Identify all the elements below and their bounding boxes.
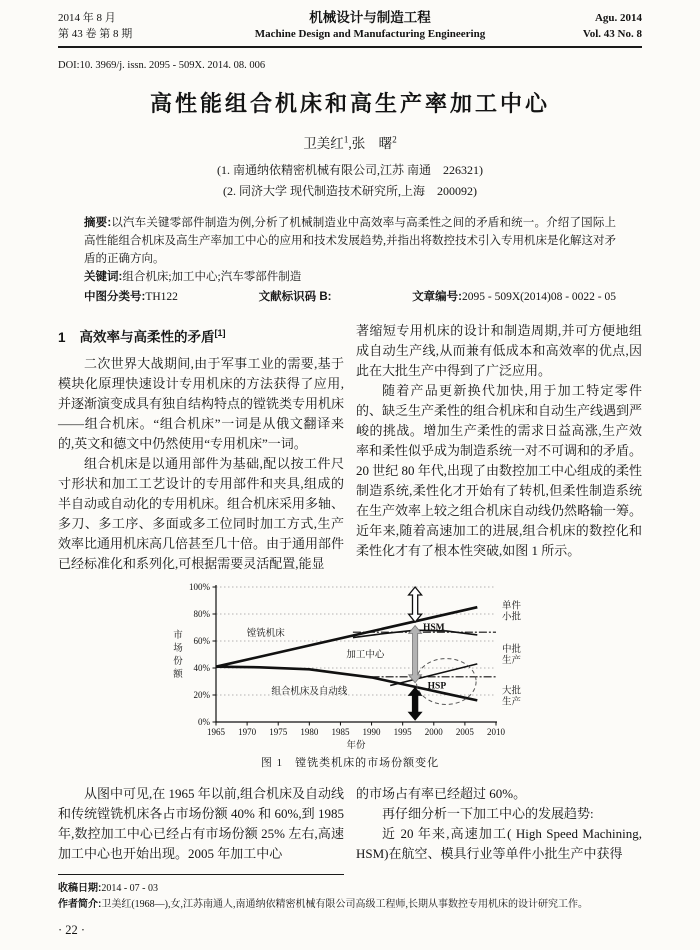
region-label: HSM <box>422 622 445 633</box>
x-tick-label: 2005 <box>455 726 474 737</box>
citation-ref: [1] <box>214 328 226 338</box>
region-label: 加工中心 <box>346 650 385 660</box>
figure-caption-text: 镗铣类机床的市场份额变化 <box>295 756 440 769</box>
right-column-top <box>356 321 642 574</box>
paragraph: 组合机床是以通用部件为基础,配以按工件尺寸形状和加工工艺设计的专用部件和夹具,组成的半自动或自动化的专用机床。组合机床采用多轴、多刀、多工序、多面或多工位同时加工方式,生产效率比通用机床高几倍甚至几十倍。由于通用部件已经标准化和系列化,可根据需要灵活配置,能显 <box>58 455 345 571</box>
y-tick-label: 40% <box>193 662 210 673</box>
doc-code: 文献标识码 B: <box>258 291 332 303</box>
y-tick-label: 60% <box>193 635 210 646</box>
affiliation-1: (1. 南通纳依精密机械有限公司,江苏 南通 226321) <box>217 163 483 177</box>
paragraph: 近 20 年来,高速加工( High Speed Machining, HSM)在航空、模具行业等单件小批生产中获得 <box>356 825 642 861</box>
x-tick-label: 1970 <box>238 726 257 737</box>
keywords-text: 组合机床;加工中心;汽车零部件制造 <box>122 271 302 283</box>
region-label: 组合机床及自动线 <box>271 686 348 697</box>
clc <box>84 287 178 307</box>
x-tick-label: 2000 <box>424 726 443 737</box>
article-id-label: 文章编号: <box>412 291 463 303</box>
journal-date-en: Agu. 2014 <box>594 12 642 24</box>
body-columns-bottom <box>58 784 642 897</box>
paragraph: 随着产品更新换代加快,用于加工特定零件的、缺乏生产柔性的组合机床和自动生产线遇到严峻的挑战。增加生产柔性的需求日益高涨,生产效率和柔性似乎成为制造系统一对不可调和的矛盾。20 世纪 80 年代,出现了由数控加工中心组成的柔性制造系统,柔性化才开始有了转机,但柔性制造系统在生产效率上较之组合机床自动线仍然略输一筹。近年来,随着高速加工的进展,组合机床的数控化和柔性化才有了根本性突破,如图 1 所示。 <box>356 383 643 558</box>
figure-number: 图 1 <box>260 756 284 769</box>
section-number: 1 <box>58 329 66 345</box>
journal-vol-en: Vol. 43 No. 8 <box>582 28 642 40</box>
journal-header <box>58 10 642 42</box>
article-id <box>412 287 616 307</box>
author-name: 张 曙 <box>351 136 393 151</box>
region-label: HSP <box>427 681 447 692</box>
gray-arrow <box>409 625 422 682</box>
right-column-bottom <box>356 784 642 897</box>
footnote-block <box>58 874 344 897</box>
y-tick-label: 80% <box>193 608 210 619</box>
article-id-value: 2095 - 509X(2014)08 - 0022 - 05 <box>462 291 616 303</box>
clc-label: 中图分类号: <box>84 291 146 303</box>
page-number: · 22 · <box>58 922 86 937</box>
abstract <box>84 214 616 268</box>
affiliation-2: (2. 同济大学 现代制造技术研究所,上海 200092) <box>223 184 477 198</box>
journal-issue-cn: 第 43 卷 第 8 期 <box>58 28 133 40</box>
footnote-rule <box>58 874 344 875</box>
x-axis-title: 年份 <box>346 740 366 751</box>
x-tick-label: 1985 <box>331 726 350 737</box>
section-title: 高效率与高柔性的矛盾 <box>79 329 215 345</box>
batch-size-label: 单件小批 <box>502 601 522 623</box>
x-tick-label: 1965 <box>207 726 225 737</box>
y-tick-label: 100% <box>189 581 210 592</box>
y-tick-label: 20% <box>193 689 210 700</box>
journal-title-en: Machine Design and Manufacturing Engineering <box>254 28 486 40</box>
abstract-label: 摘要: <box>84 217 112 229</box>
y-axis-title: 市场份额 <box>173 630 183 680</box>
keywords-label: 关键词: <box>84 271 123 283</box>
received-value: 2014 - 07 - 03 <box>101 882 159 894</box>
left-column-top <box>58 321 344 574</box>
affiliations <box>58 160 642 202</box>
authors-line <box>58 132 642 152</box>
author <box>352 136 397 151</box>
x-tick-label: 1995 <box>393 726 412 737</box>
x-tick-label: 2010 <box>487 726 505 737</box>
hollow-arrow <box>409 587 422 622</box>
author <box>303 136 348 151</box>
article-title: 高性能组合机床和高生产率加工中心 <box>149 91 550 116</box>
abstract-text: 以汽车关键零部件制造为例,分析了机械制造业中高效率与高柔性之间的矛盾和统一。介绍了国际上高性能组合机床及高生产率加工中心的应用和技术发展趋势,并指出将数控技术引入专用机床是化解这对矛盾的正确方向。 <box>84 217 616 265</box>
author-bio-line <box>58 897 642 913</box>
clc-value: TH122 <box>145 291 178 303</box>
black-arrow <box>408 686 423 720</box>
figure1-canvas <box>166 582 534 752</box>
batch-size-label: 中批生产 <box>502 644 522 666</box>
received-label: 收稿日期: <box>58 882 102 894</box>
section-1-heading <box>58 323 344 348</box>
batch-size-label: 大批生产 <box>502 686 522 708</box>
x-tick-label: 1980 <box>300 726 319 737</box>
x-tick-label: 1990 <box>362 726 381 737</box>
bio-value: 卫美红(1968—),女,江苏南通人,南通纳依精密机械有限公司高级工程师,长期从事数控专用机床的设计研究工作。 <box>101 898 589 910</box>
header-divider <box>58 46 642 48</box>
doi-line: DOI:10. 3969/j. issn. 2095 - 509X. 2014. 08. 006 <box>58 60 266 71</box>
classification-line <box>84 287 616 307</box>
journal-header-right <box>532 10 642 42</box>
paragraph: 从图中可见,在 1965 年以前,组合机床及自动线和传统镗铣机床各占市场份额 40% 和 60%,到 1985 年,数控加工中心已经占有市场份额 25% 左右,高速加工中心也开始出现。2005 年加工中心 <box>58 785 345 861</box>
author-name: 卫美红 <box>303 136 344 151</box>
journal-header-left <box>58 10 208 42</box>
journal-title-cn: 机械设计与制造工程 <box>309 10 431 25</box>
paragraph: 的市场占有率已经超过 60%。 <box>356 785 527 801</box>
paragraph: 再仔细分析一下加工中心的发展趋势: <box>382 805 594 821</box>
figure-1 <box>58 582 642 770</box>
x-tick-label: 1975 <box>269 726 288 737</box>
left-column-bottom <box>58 784 344 897</box>
keywords-line <box>84 268 616 287</box>
author-affil-sup: 1 <box>343 134 349 145</box>
journal-header-center <box>208 10 532 42</box>
paragraph: 著缩短专用机床的设计和制造周期,并可方便地组成自动生产线,从而兼有低成本和高效率的优点,因此在大批生产中得到了广泛应用。 <box>356 323 642 378</box>
region-label: 镗铣机床 <box>246 628 285 639</box>
journal-date-cn: 2014 年 8 月 <box>58 12 116 24</box>
paragraph: 二次世界大战期间,由于军事工业的需要,基于模块化原理快速设计专用机床的方法获得了应用,并逐渐演变成具有独自结构特点的镗铣类专用机床——组合机床。“组合机床”一词是从俄文翻译来的,英文和德文中仍然使用“专用机床”一词。 <box>58 355 345 451</box>
bio-label: 作者简介: <box>58 898 102 910</box>
author-affil-sup: 2 <box>392 134 397 145</box>
author-separator: , <box>348 136 352 151</box>
y-tick-label: 0% <box>198 716 210 727</box>
received-date-line <box>58 881 344 897</box>
figure1-caption <box>58 754 642 770</box>
body-columns-top <box>58 321 642 574</box>
